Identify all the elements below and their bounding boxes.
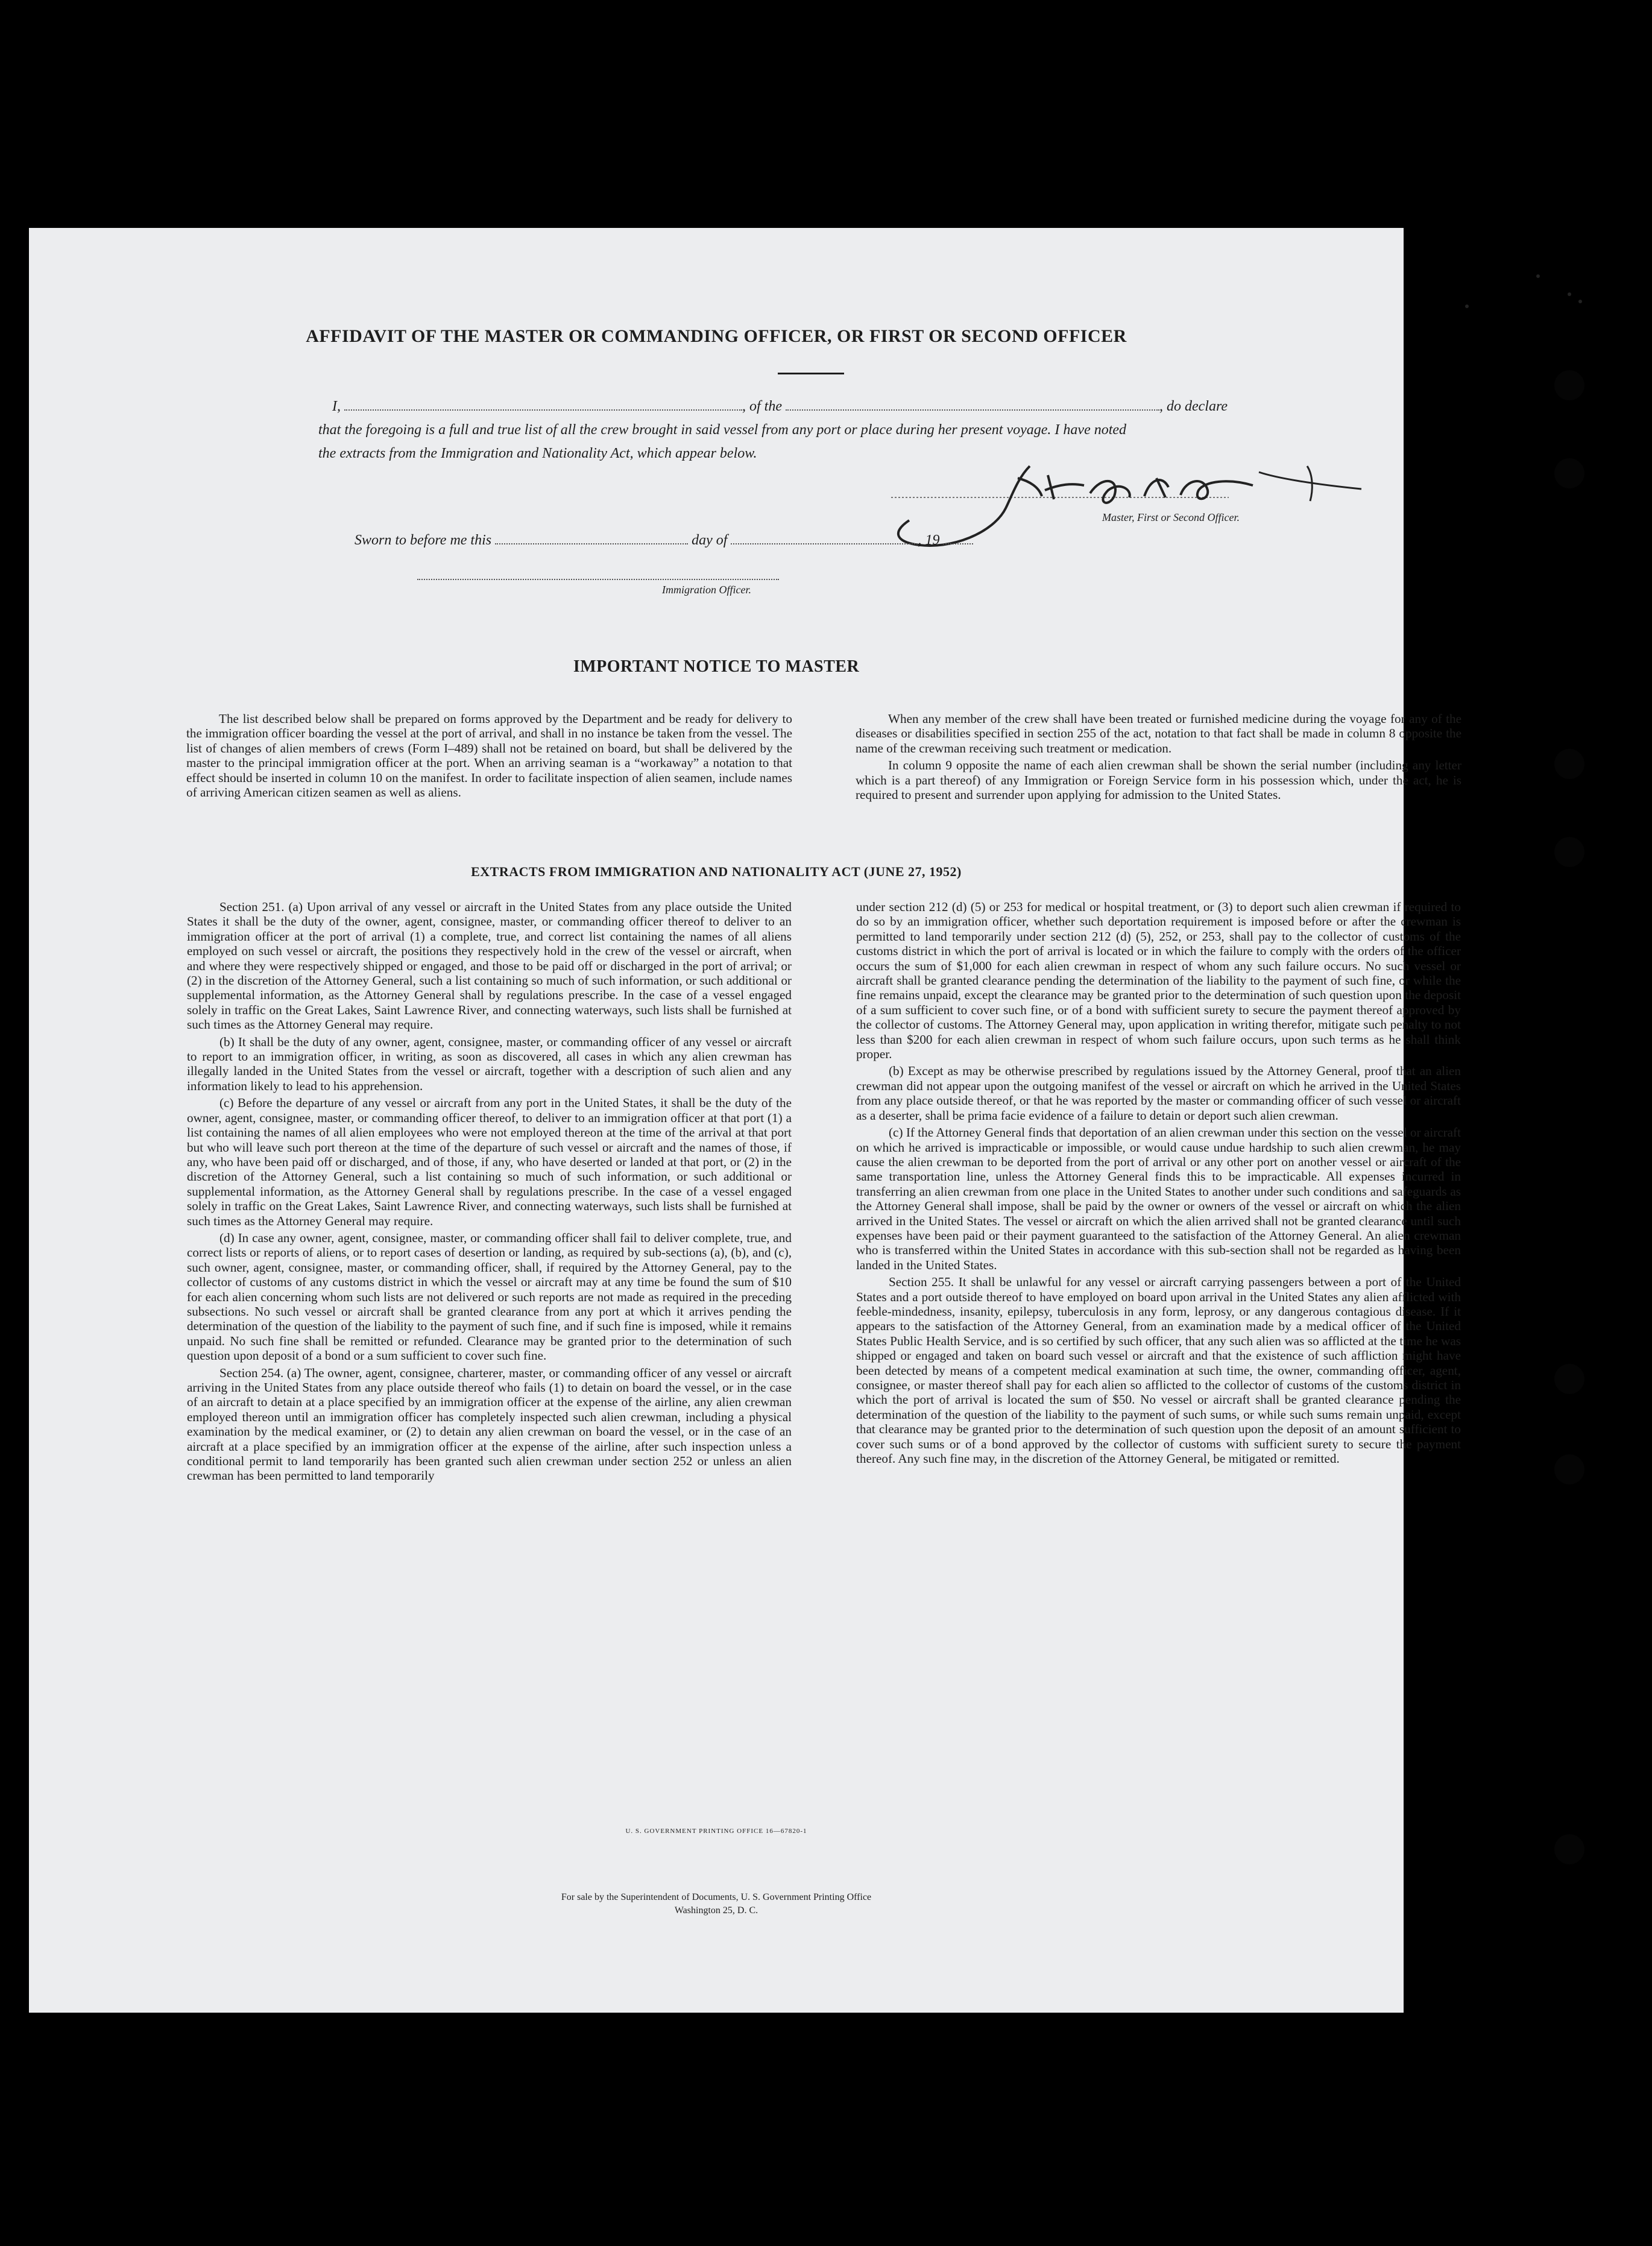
do-declare-label: , do declare (1159, 399, 1228, 414)
affidavit-title: AFFIDAVIT OF THE MASTER OR COMMANDING OFFICER, OR FIRST OR SECOND OFFICER (306, 326, 1127, 346)
notice-left-column (186, 711, 792, 800)
extract-paragraph: under section 212 (d) (5) or 253 for medical or hospital treatment, or (3) to deport such alien crewman if required to do so by an immigration officer, whether such deportation requirement is imposed before or after the crewman is permitted to land temporarily under section 212 (d) (5), 252, or 253, shall pay to the collector of customs of the customs district in which the port of arrival is located or in which the failure to comply with the orders of the officer occurs the sum of $1,000 for each alien crewman in respect of whom any such failure occurs. No such vessel or aircraft shall be granted clearance pending the determination of the liability to the payment of such fine, or while the fine remains unpaid, except the clearance may be granted prior to the determination of such question upon the deposit of a sum sufficient to cover such fine, or of a bond with sufficient surety to secure the payment thereof approved by the collector of customs. The Attorney General may, upon application in writing therefor, mitigate such penalty to not less than $200 for each alien crewman in respect of whom such failure occurs, upon such terms as he shall think proper. (856, 900, 1461, 1062)
notice-paragraph: The list described below shall be prepared on forms approved by the Department and be ready for delivery to the immigration officer boarding the vessel at the port of arrival, and shall in no instance be taken from the vessel. The list of changes of alien members of crews (Form I–489) shall not be retained on board, but shall be delivered by the master to the principal immigration officer at the port. When an arriving seaman is a “workaway” a notation to that effect should be inserted in column 10 on the manifest. In order to facilitate inspection of alien seamen, include names of arriving American citizen seamen as well as aliens. (186, 711, 792, 800)
extracts-left-column (187, 900, 792, 1483)
affidavit-line-3: the extracts from the Immigration and Nationality Act, which appear below. (318, 446, 757, 461)
extract-paragraph: (c) If the Attorney General finds that deportation of an alien crewman under this section on the vessel or aircraft on which he arrived is impracticable or impossible, or would cause undue hardship to such alien crewman, he may cause the alien crewman to be deported from the port of arrival or any other port on another vessel or aircraft of the same transportation line, unless the Attorney General finds this to be impracticable. All expenses incurred in transferring an alien crewman from one place in the United States to another under such conditions and safeguards as the Attorney General shall impose, shall be paid by the owner or owners of the vessel or aircraft on which the alien arrived in the United States. The vessel or aircraft on which the alien arrived shall not be granted clearance until such expenses have been paid or their payment guaranteed to the satisfaction of the Attorney General. An alien crewman who is transferred within the United States in accordance with this sub-section shall not be regarded as having been landed in the United States. (856, 1125, 1461, 1272)
sale-line-2: Washington 25, D. C. (674, 1905, 758, 1916)
extract-paragraph: Section 254. (a) The owner, agent, consignee, charterer, master, or commanding officer of any vessel or aircraft arriving in the United States from any place outside thereof who fails (1) to detain on board the vessel, or in the case of an aircraft to detain at a place specified by an immigration officer at the expense of the airline, any alien crewman employed thereon until an immigration officer has completely inspected such alien crewman, including a physical examination by the medical examiner, or (2) to detain any alien crewman on board the vessel, or in the case of an aircraft at a place specified by an immigration officer at the expense of the airline, after such inspection unless a conditional permit to land temporarily has been granted such alien crewman under section 252 or unless an alien crewman has been permitted to land temporarily (187, 1365, 792, 1483)
affidavit-line-2: that the foregoing is a full and true list of all the crew brought in said vessel from any port or place during her present voyage. I have noted (318, 422, 1127, 438)
extract-paragraph: Section 251. (a) Upon arrival of any vessel or aircraft in the United States from any place outside the United States it shall be the duty of the owner, agent, consignee, master, or commanding officer thereof to deliver to an immigration officer at the port of arrival (1) a complete, true, and correct list containing the names of all aliens employed on such vessel or aircraft, the positions they respectively hold in the crew of the vessel or aircraft, when and where they were respectively shipped or engaged, and those to be paid off or discharged in the port of arrival; or (2) in the discretion of the Attorney General, such a list containing so much of such information, or such additional or supplemental information, as the Attorney General shall by regulations prescribe. In the case of a vessel engaged solely in traffic on the Great Lakes, Saint Lawrence River, and connecting waterways, such lists shall be furnished at such times as the Attorney General may require. (187, 900, 792, 1032)
notice-right-column (856, 711, 1461, 802)
title-underline (778, 373, 844, 374)
punch-hole (1554, 1454, 1584, 1484)
day-of-label: day of (692, 532, 728, 548)
extract-paragraph: (d) In case any owner, agent, consignee, master, or commanding officer shall fail to deliver complete, true, and correct lists or reports of aliens, or to report cases of desertion or landing, as required by sub-sections (a), (b), and (c), such owner, agent, consignee, master, or commanding officer, shall, if required by the Attorney General, pay to the collector of customs of any customs district in which the vessel or aircraft may at any time be found the sum of $10 for each alien concerning whom such lists are not delivered or such reports are not made as required in the preceding subsections. No such vessel or aircraft shall be granted clearance from any port at which it arrives pending the determination of the question of the liability to the payment of such fine, and if such fine is imposed, while it remains unpaid. No such fine shall be remitted or refunded. Clearance may be granted prior to the determination of such question upon deposit of a bond or a sum sufficient to cover such fine. (187, 1230, 792, 1363)
punch-hole (1554, 1364, 1584, 1394)
sworn-day-blank (495, 543, 688, 544)
punch-hole (1554, 1834, 1584, 1864)
notice-title: IMPORTANT NOTICE TO MASTER (573, 657, 860, 676)
year-label: , 19 (918, 532, 940, 548)
sworn-month-blank (731, 543, 918, 544)
extracts-title: EXTRACTS FROM IMMIGRATION AND NATIONALITY ACT (JUNE 27, 1952) (471, 864, 962, 879)
scan-speck (1568, 292, 1571, 296)
sworn-line (355, 532, 973, 549)
punch-hole (1554, 749, 1584, 779)
scan-speck (1536, 274, 1540, 278)
of-the-label: , of the (742, 399, 782, 414)
scan-speck (1578, 300, 1582, 303)
immigration-officer-caption: Immigration Officer. (662, 584, 751, 596)
master-caption: Master, First or Second Officer. (1102, 511, 1240, 523)
gpo-line: U. S. GOVERNMENT PRINTING OFFICE 16—67820-1 (625, 1828, 807, 1835)
sale-line-1: For sale by the Superintendent of Documents, U. S. Government Printing Office (561, 1892, 872, 1902)
extract-paragraph: Section 255. It shall be unlawful for any vessel or aircraft carrying passengers between a port of the United States and a port outside thereof to have employed on board upon arrival in the United States any alien afflicted with feeble-mindedness, insanity, epilepsy, tuberculosis in any form, leprosy, or any dangerous contagious disease. If it appears to the satisfaction of the Attorney General, from an examination made by a medical officer of the United States Public Health Service, and is so certified by such officer, that any such alien was so afflicted at the time he was shipped or engaged and taken on board such vessel or aircraft and that the existence of such affliction might have been detected by means of a competent medical examination at such time, the owner, commanding officer, agent, consignee, or master thereof shall pay for each alien so afflicted to the collector of customs of the customs district in which the port of arrival is located the sum of $50. No vessel or aircraft shall be granted clearance pending the determination of the question of the liability to the payment of such sums, or while such sums remain unpaid, except that clearance may be granted prior to the determination of such question upon the deposit of an amount sufficient to cover such sums or of a bond approved by the collector of customs with sufficient surety to secure the payment thereof. Any such fine may, in the discretion of the Attorney General, be mitigated or remitted. (856, 1275, 1461, 1466)
sworn-year-blank (943, 543, 973, 544)
punch-hole (1554, 837, 1584, 867)
scan-speck (1465, 304, 1469, 308)
affidavit-line-1 (332, 399, 1228, 415)
affidavit-i-label: I, (332, 399, 341, 414)
extract-paragraph: (c) Before the departure of any vessel or aircraft from any port in the United States, it shall be the duty of the owner, agent, consignee, master, or commanding officer thereof, to deliver to an immigration officer at that port (1) a list containing the names of all alien employees who were not employed thereon at the time of the arrival at that port but who will leave such port thereon at the time of the departure of such vessel or aircraft and the names of those, if any, who have been paid off or discharged, and of those, if any, who have deserted or landed at that port, or (2) in the discretion of the Attorney General, such a list containing so much of such information, or such additional or supplemental information, as the Attorney General shall by regulations prescribe. In the case of a vessel engaged solely in traffic on the Great Lakes, Saint Lawrence River, and connecting waterways, such lists shall be furnished at such times as the Attorney General may require. (187, 1096, 792, 1228)
extracts-right-column (856, 900, 1461, 1466)
document-page (29, 228, 1461, 2013)
vessel-blank (786, 409, 1159, 411)
extract-paragraph: (b) It shall be the duty of any owner, agent, consignee, master, or commanding officer of any vessel or aircraft to report to an immigration officer, in writing, as soon as discovered, all cases in which any alien crewman has illegally landed in the United States from the vessel or aircraft, together with a description of such alien and any information likely to lead to his apprehension. (187, 1034, 792, 1093)
punch-hole (1554, 370, 1584, 400)
name-blank (344, 409, 742, 411)
notice-paragraph: When any member of the crew shall have been treated or furnished medicine during the voyage for any of the diseases or disabilities specified in section 255 of the act, notation to that fact shall be made in column 8 opposite the name of the crewman receiving such treatment or medication. (856, 711, 1461, 756)
immigration-officer-blank (417, 579, 779, 580)
punch-hole (1554, 458, 1584, 488)
extract-paragraph: (b) Except as may be otherwise prescribed by regulations issued by the Attorney General, proof that an alien crewman did not appear upon the outgoing manifest of the vessel or aircraft on which he arrived in the United States from any place outside thereof, or that he was reported by the master or commanding officer of such vessel or aircraft as a deserter, shall be prima facie evidence of a failure to detain or deport such alien crewman. (856, 1064, 1461, 1123)
notice-paragraph: In column 9 opposite the name of each alien crewman shall be shown the serial number (including any letter which is a part thereof) of any Immigration or Foreign Service form in his possession which, under the act, he is required to present and surrender upon applying for admission to the United States. (856, 758, 1461, 803)
sworn-label: Sworn to before me this (355, 532, 492, 548)
